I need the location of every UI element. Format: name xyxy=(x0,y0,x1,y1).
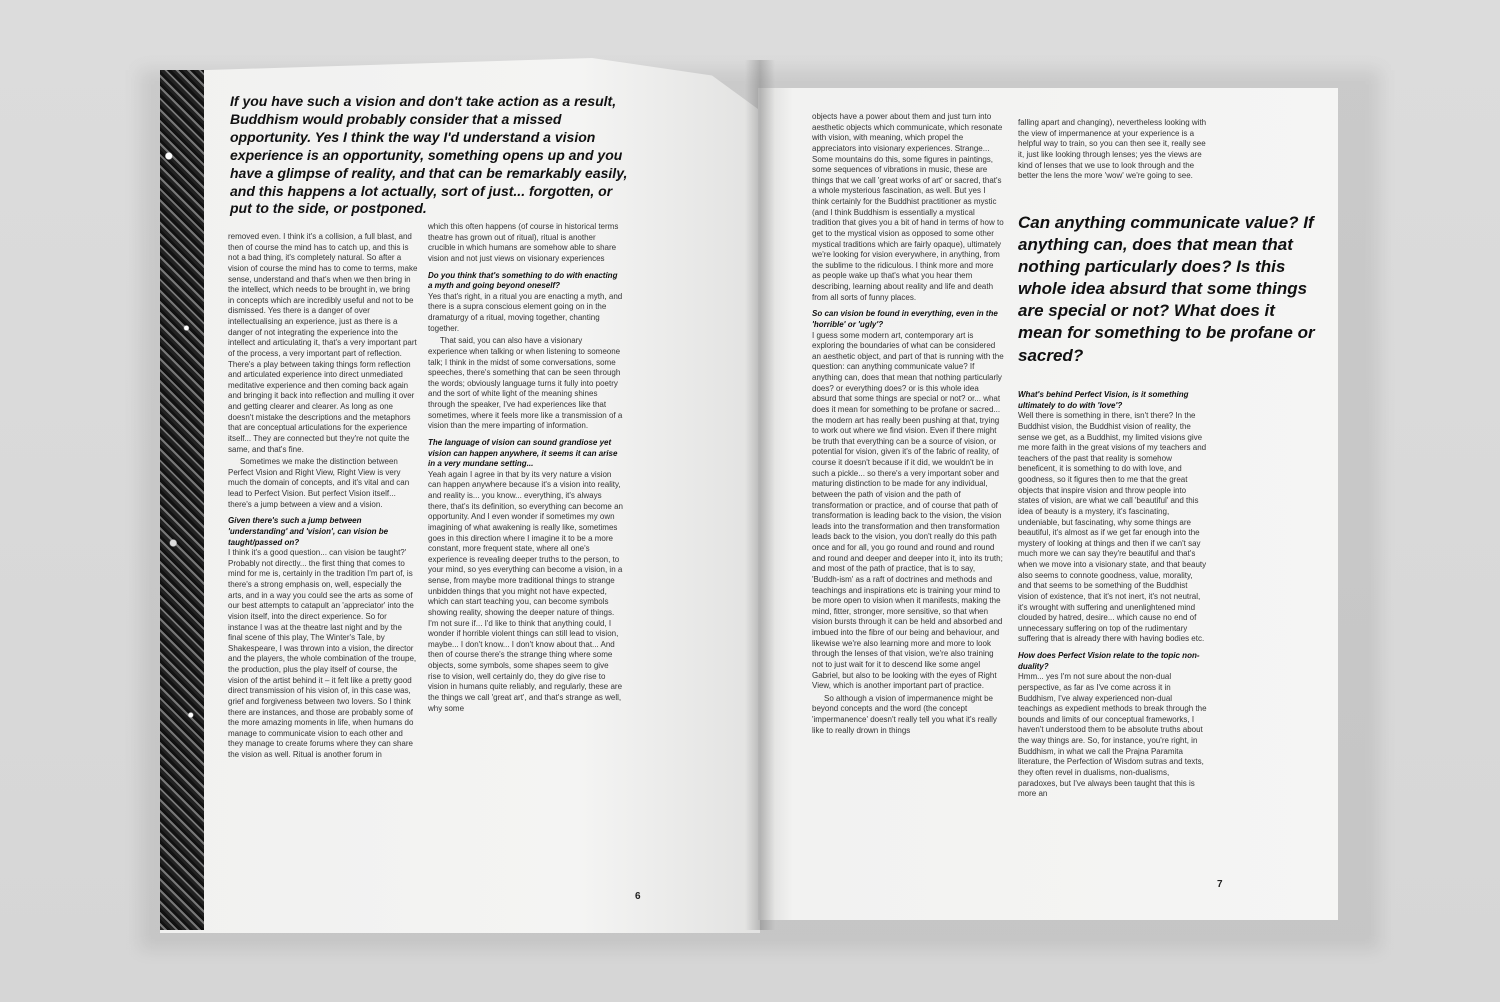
right-column-2-bottom xyxy=(1018,384,1208,858)
body-text: falling apart and changing), nevertheless looking with the view of impermanence at your experience is a helpful way to train, so you can then see it, really see it, just like looking through lenses; yes the views are kind of lenses that we use to look through and the better the lens the more 'wow' we're going to see. xyxy=(1018,118,1207,181)
left-column-2 xyxy=(428,222,623,864)
right-column-2-top xyxy=(1018,118,1208,200)
body-text: I think it's a good question... can vision be taught?' Probably not directly... the first thing that comes to mind for me is, certainly in the tradition I'm part of, is there's a strong emphasis on, well, especially the arts, and in a way you could see the arts as some of our best attempts to catapult an 'appreciator' into the vision itself, into the direct experience. So for instance I was at the theatre last night and by the final scene of this play, The Winter's Tale, by Shakespeare, I was thrown into a vision, the director and the players, the whole combination of the troupe, the production, plus the play itself of course, the vision of the artist behind it – it felt like a pretty good direct transmission of his vision of, in this case was, grief and forgiveness between two lovers. So I think there are instances, and those are probably some of the more amazing moments in life, when humans do manage to communicate vision to each other and they manage to create forums where they can share the vision as well. Ritual is another forum in xyxy=(228,548,417,759)
interview-question: What's behind Perfect Vision, is it something ultimately to do with 'love'? xyxy=(1018,390,1189,410)
body-text: Yeah again I agree in that by its very nature a vision can happen anywhere because it's a vision into reality, and reality is... you know... everything, it's always there, that's its definition, so everything can become an opportunity. And I even wonder if sometimes my own imagining of what awakening is really like, sometimes goes in this direction where I imagine it to be a more constant, more frequent state, where all one's experience is revealing deeper truths to the person, to your mind, so yes everything can become a vision, in a sense, from maybe more traditional things to strange unbidden things that you might not have expected, which can start teaching you, can become symbols showing reality, showing the deeper nature of things. I'm not sure if... I'd like to think that anything could, I wonder if horrible violent things can still lead to vision, maybe... I don't know... I don't know about that... And then of course there's the strange thing where some objects, some symbols, some shapes seem to give rise to vision, well certainly do, they do give rise to vision in humans quite reliably, and regularly, these are the things we call 'great art', and that's strange as well, why some xyxy=(428,469,623,713)
body-text: Sometimes we make the distinction between Perfect Vision and Right View, Right View is very much the domain of concepts, and it's vital and can lead to Perfect Vision. But perfect Vision itself... there's a jump between a view and a vision. xyxy=(228,457,410,509)
interview-question: So can vision be found in everything, even in the 'horrible' or 'ugly'? xyxy=(812,309,998,329)
body-text: So although a vision of impermanence might be beyond concepts and the word (the concept 'impermanence' doesn't really tell you what it's really like to really drown in things xyxy=(812,693,997,735)
body-text: objects have a power about them and just turn into aesthetic objects which communicate, which resonate with vision, with meaning, which propel the appreciators into visionary experiences. Strange... Some mountains do this, some figures in paintings, some sequences of vibrations in music, these are things that we call 'great works of art' or sacred, that's a whole mysterious fascination, as well. But yes I think certainly for the Buddhist practitioner as mystic (and I think Buddhism is essentially a mystical tradition that gives you a bit of hand in terms of how to get to the mystical vision as opposed to some other mystical traditions which are fairly opaque), ultimately we're looking for vision everywhere, in anything, from the sublime to the ridiculous. I think more and more as people wake up that's what you hear them describing, learning about reality and life and death from all sorts of funny places. xyxy=(812,112,1004,302)
right-pull-quote: Can anything communicate value? If anything can, does that mean that nothing particularly does? Is this whole idea absurd that some things are special or not? What does it mean for something to be profane or sacred? xyxy=(1018,213,1315,365)
speckled-edge-image xyxy=(160,70,204,930)
body-text: Yes that's right, in a ritual you are enacting a myth, and there is a supra conscious element going on in the dramaturgy of a ritual, moving together, chanting together. xyxy=(428,291,623,333)
left-pull-quote: If you have such a vision and don't take action as a result, Buddhism would probably consider that a missed opportunity. Yes I think the way I'd understand a vision experience is an opportunity, something opens up and you have a glimpse of reality, and that can be remarkably easily, and this happens a lot actually, sort of just... forgotten, or put to the side, or postponed. xyxy=(230,93,628,217)
body-text: That said, you can also have a visionary experience when talking or when listening to someone talk; I think in the midst of some conversations, some speeches, there's something that can be seen through the words; obviously language turns it fully into poetry and the sort of white light of the meaning shines through the speaker, I've had experiences like that sometimes, where it feels more like a transmission of a vision than the mere imparting of information. xyxy=(428,336,623,431)
page-number-right: 7 xyxy=(1217,879,1223,890)
interview-question: Given there's such a jump between 'understanding' and 'vision', can vision be taught/passed on? xyxy=(228,516,389,547)
body-text: Well there is something in there, isn't there? In the Buddhist vision, the Buddhist vision of reality, the sense we get, as a Buddhist, my limited visions give me more faith in the great visions of my teachers and teachers of the past that reality is somehow beneficent, it is something to do with love, and goodness, so it figures then to me that the great objects that inspire vision and throw people into states of vision, are what we call 'beautiful' and this idea of beauty is a mystery, it's fascinating, undeniable, but fascinating, why some things are beautiful, it's almost as if we get far enough into the mystery of looking at things and then if we can't say much more we can say they're beautiful and that's when we move into a visionary state, and that beauty also seems to connote goodness, value, morality, and that seems to be something of the Buddhist vision of existence, that it's not inert, it's not neutral, it's wrought with suffering and unenlightened mind clouded by hatred, desire... which cause no end of unnecessary suffering on top of the rudimentary suffering that is already there with having bodies etc. xyxy=(1018,411,1207,644)
body-text: removed even. I think it's a collision, a full blast, and then of course the mind has to catch up, and this is not a bad thing, it's completely natural. So after a vision of course the mind has to come to terms, make sense, understand and that's when we then bring in the intellect, which needs to be brought in, we bring in concepts which are incredibly useful and not to be dismissed. Yes there is a danger of over intellectualising an experience, just as there is a danger of not integrating the experience into the intellect and articulating it, that's a very important part of the process, a very important part of reflection. There's a play between taking things form reflection and articulated experience into direct unmediated meditative experience and then coming back again and bringing it back into reflection and mulling it over and getting clearer and clearer. As long as one doesn't mistake the descriptions and the metaphors that are conceptual articulations for the experience itself... They are connected but they're not quite the same, and that's fine. xyxy=(228,232,418,454)
body-text: I guess some modern art, contemporary art is exploring the boundaries of what can be considered an aesthetic object, and part of that is running with the question: can anything communicate value? If anything can, does that mean that nothing particularly does? or everything does? or is this whole idea absurd that some things are special or not? or... what does it mean for something to be profane or sacred... the modern art has really been pushing at that, trying to work out where we find vision. Even if there might be truth that everything can be a source of vision, or potential for vision, given it's of the fabric of reality, of course it doesn't because if it did, we wouldn't be in such a pickle... so there's a very important sober and maturing distinction to be made for any individual, between the path of vision and the path of transformation or practice, and of course that path of transformation is leading back to the vision, the vision leads into the transformation and then transformation leads back to the vision, you don't really do this path once and for all, you go round and round and round and round and deeper and deeper into it, into its truth; and most of the path of practice, that is to say, 'Buddh-ism' as a raft of doctrines and methods and teachings and inspirations etc is training your mind to be more open to vision when it manifests, making the mind, fitter, stronger, more sensitive, so that when vision bursts through it can be held and absorbed and imbued into the fibre of our being and behaviour, and likewise we're also learning more and more to look through the lenses of that vision, we're also training not to just wait for it to descend like some angel Gabriel, but also to be looking with the eyes of Right View, which is another important part of practice. xyxy=(812,330,1004,691)
body-text: Hmm... yes I'm not sure about the non-dual perspective, as far as I've come across it in Buddhism, I've alway experienced non-dual teachings as expedient methods to break through the bounds and limits of our conceptual frameworks, I haven't understood them to be absolute truths about the way things are. So, for instance, you're right, in Buddhism, in what we call the Prajna Paramita literature, the Perfection of Wisdom sutras and texts, they often revel in dualisms, non-dualisms, paradoxes, but I've always been taught that this is more an xyxy=(1018,672,1207,799)
right-column-1 xyxy=(812,112,1004,858)
interview-question: How does Perfect Vision relate to the topic non-duality? xyxy=(1018,651,1200,671)
body-text: which this often happens (of course in historical terms theatre has grown out of ritual), ritual is another crucible in which humans are somehow able to share vision and not just views on visionary experiences xyxy=(428,222,619,263)
book-spine-gutter xyxy=(745,60,775,930)
interview-question: The language of vision can sound grandiose yet vision can happen anywhere, it seems it can arise in a very mundane setting... xyxy=(428,437,618,469)
page-number-left: 6 xyxy=(635,891,641,902)
interview-question: Do you think that's something to do with enacting a myth and going beyond oneself? xyxy=(428,270,618,291)
left-column-1 xyxy=(228,232,418,864)
